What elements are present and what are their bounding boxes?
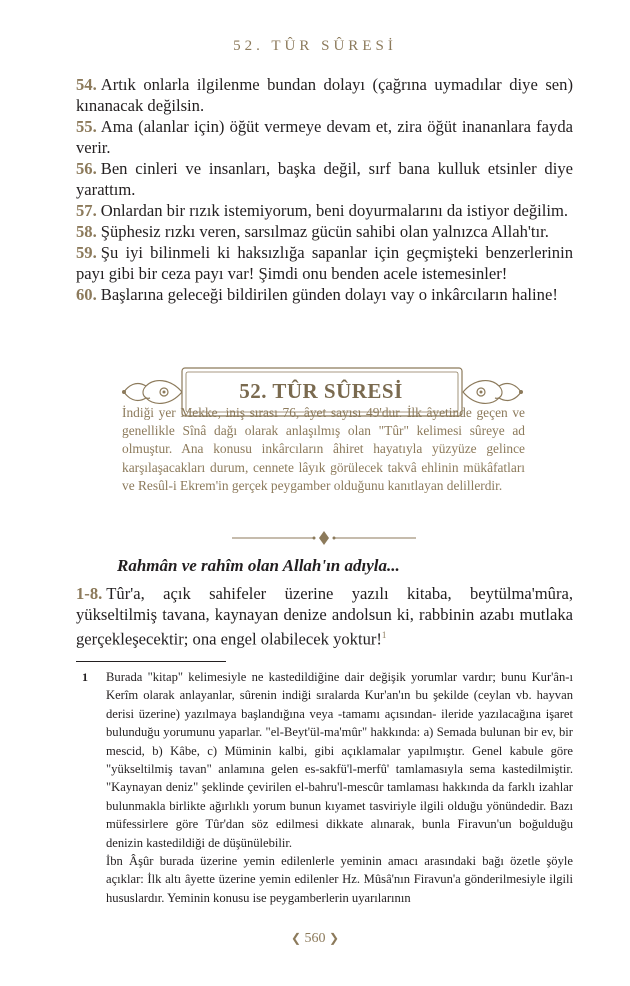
verse-58 (76, 221, 573, 242)
footnote-paragraph: Burada "kitap" kelimesiyle ne kastedildiğine dair değişik yorumlar vardır; bunu Kur'ân-ı Kerîm olarak anlayanlar, sûrenin indiği sıralarda Kur'an'ın bu şekilde (ceylan vb. hayvan derisi üzerine) yazılmaya başlandığına veya -tamamı açısından- ileride yazılacağına işaret bulunduğu yorumunu yaparlar. "el-Beyt'ül-ma'mûr" hakkında: a) Semada bulunan bir ev, bir mescid, b) Kâbe, c) Müminin kalbi, gibi açıklamalar yapılmıştır. Genel kabule göre "yükseltilmiş tavan" anlamına gelen es-sakfü'l-merfû' tamlamasıyla sema kastedilmiştir. "Kaynayan deniz" şeklinde çevirilen el-bahru'l-mescûr tamlaması hakkında da farklı izahlar bulunmakla birlikte ağırlıklı yorum bunun kıyamet tasviriyle ilgili olduğu yönündedir. Bazı müfessirlere göre Tûr'dan söz edilmesi dikkate alınarak, bunla Firavun'un boğulduğu denizin kastedildiği de düşünülebilir. (106, 670, 573, 850)
surah-introduction: İndiği yer Mekke, iniş sırası 76, âyet sayısı 49'dur. İlk âyetinde geçen ve genellikle Sînâ dağı olarak anlaşılmış olan "Tûr" kelimesi sûreye ad olmuştur. Ana konusu inkârcıların âhiret hayatıyla yüzyüze gelince karşılaşacakları durum, cennete lâyık görülecek takvâ ehlinin mükâfatları ve Resûl-i Ekrem'in gerçek peygamber olduğunu kanıtlayan delillerdir. (122, 405, 525, 493)
verse-list (76, 74, 573, 305)
verse-54 (76, 74, 573, 116)
verse-text: Ben cinleri ve insanları, başka değil, sırf bana kulluk etsinler diye yarattım. (76, 159, 573, 199)
verse-number: 57. (76, 201, 97, 220)
footnote-rule (76, 661, 226, 662)
footnote-paragraph: İbn Âşûr burada üzerine yemin edilenlerle yeminin amacı arasındaki bağı özetle şöyle açıklar: İlk altı âyette üzerine yemin edilenler Hz. Mûsâ'nın Firavun'a gönderilmesiyle ilgili hususlardır. Yeminin konusu ise peygamberlerin uyarılarının (106, 854, 573, 905)
page-number-footer (0, 931, 630, 947)
page-number: 560 (304, 931, 326, 946)
verse-57 (76, 200, 573, 221)
verse-number: 58. (76, 222, 97, 241)
right-ornament-icon: ❯ (329, 931, 340, 945)
ornament-divider (232, 530, 416, 546)
surah-title: 52. TÛR SÛRESİ (239, 379, 403, 403)
verse-number: 1-8. (76, 584, 103, 603)
footnote-reference[interactable]: 1 (381, 630, 387, 640)
verse-56 (76, 158, 573, 200)
verse-text: Başlarına geleceği bildirilen günden dolayı vay o inkârcıların haline! (100, 285, 558, 304)
footnote (76, 668, 573, 907)
verse-55 (76, 116, 573, 158)
verse-text: Şu iyi bilinmeli ki haksızlığa sapanlar için geçmişteki benzerlerinin payı gibi bir ceza payı var! Şimdi onu benden acele istemesinler! (76, 243, 573, 283)
verse-1-8 (76, 583, 573, 650)
verse-text: Tûr'a, açık sahifeler üzerine yazılı kitaba, beytülma'mûra, yükseltilmiş tavana, kaynayan denize andolsun ki, rabbinin azabı mutlaka gerçekleşecektir; ona engel olabilecek yoktur! (76, 584, 573, 649)
verse-text: Ama (alanlar için) öğüt vermeye devam et, zira öğüt inananlara fayda verir. (76, 117, 573, 157)
verse-60 (76, 284, 573, 305)
basmala: Rahmân ve rahîm olan Allah'ın adıyla... (117, 556, 400, 575)
verse-number: 59. (76, 243, 97, 262)
verse-text: Onlardan bir rızık istemiyorum, beni doyurmalarını da istiyor değilim. (100, 201, 569, 220)
footnote-number: 1 (82, 670, 88, 684)
verse-number: 54. (76, 75, 97, 94)
verse-text: Şüphesiz rızkı veren, sarsılmaz gücün sahibi olan yalnızca Allah'tır. (100, 222, 549, 241)
left-ornament-icon: ❮ (290, 931, 301, 945)
verse-text: Artık onlarla ilgilenme bundan dolayı (çağrına uymadılar diye sen) kınanacak değilsin. (76, 75, 573, 115)
running-head: 52. TÛR SÛRESİ (233, 38, 397, 54)
verse-59 (76, 242, 573, 284)
verse-number: 60. (76, 285, 97, 304)
verse-number: 55. (76, 117, 97, 136)
verse-number: 56. (76, 159, 97, 178)
